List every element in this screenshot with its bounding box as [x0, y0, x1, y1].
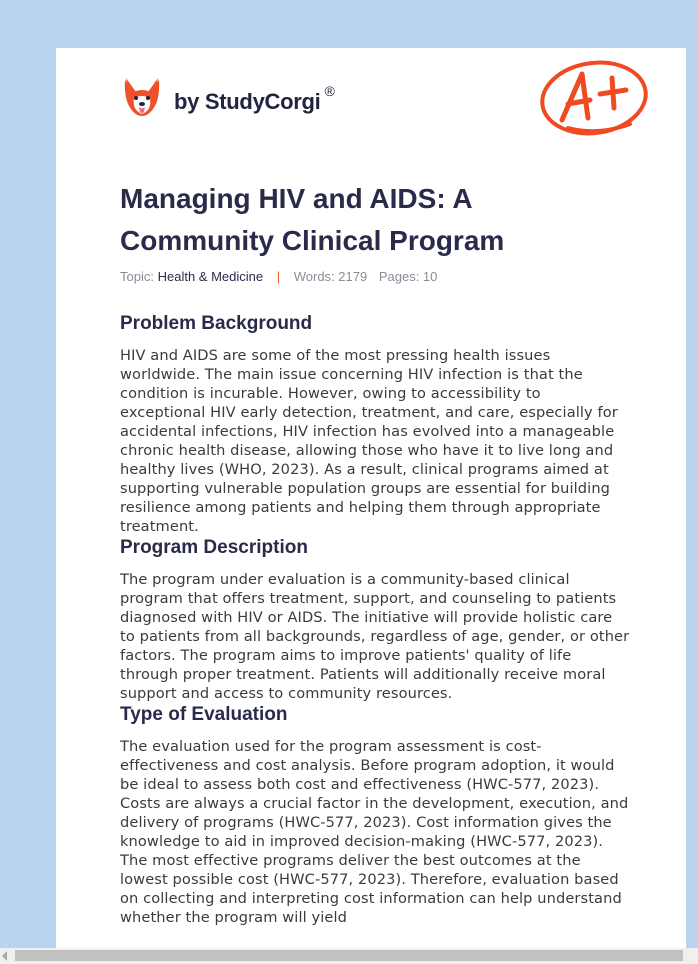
section-body-program-description: The program under evaluation is a community-based clinical program that offers treatment, support, and counseling to patients diagnosed with HIV or AIDS. The initiative will provide holistic care to patients from all backgrounds, regardless of age, gender, or other factors. The program aims to improve patients' quality of life through proper treatment. Patients will additionally receive moral support and access to community resources. [120, 571, 630, 702]
meta-separator: | [276, 269, 281, 284]
topic-label: Topic: [120, 269, 154, 284]
scroll-left-arrow-icon[interactable] [2, 951, 7, 961]
section-body-problem-background: HIV and AIDS are some of the most pressing health issues worldwide. The main issue concerning HIV infection is that the condition is incurable. However, owing to accessibility to exceptional HIV early detection, treatment, and care, especially for accidental infections, HIV infection has evolved into a manageable chronic health disease, allowing those who have it to live long and healthy lives (WHO, 2023). As a result, clinical programs aimed at supporting vulnerable population groups are essential for building resilience among patients and helping them through appropriate treatment. [120, 347, 618, 535]
document-title: Managing HIV and AIDS: A Community Clinical Program [120, 183, 505, 256]
word-count: Words: 2179 [293, 269, 368, 284]
corgi-logo-icon [122, 76, 162, 120]
document-meta [120, 269, 437, 284]
registered-mark: ® [324, 83, 335, 99]
page-count: Pages: 10 [378, 269, 438, 284]
brand-name: by StudyCorgi [174, 89, 321, 114]
section-heading-program-description: Program Description [120, 537, 308, 558]
section-heading-problem-background: Problem Background [120, 313, 313, 334]
scrollbar-thumb[interactable] [15, 950, 683, 961]
section-heading-type-of-evaluation: Type of Evaluation [120, 704, 288, 725]
topic-link[interactable]: Health & Medicine [157, 269, 264, 284]
document-body [120, 312, 630, 927]
brand-header[interactable] [122, 76, 335, 120]
a-plus-grade-icon [538, 58, 650, 140]
document-card [56, 48, 686, 956]
section-body-type-of-evaluation: The evaluation used for the program assessment is cost-effectiveness and cost analysis. Before program adoption, it would be ideal to assess both cost and effectiveness (HWC-577, 2023). Costs are always a crucial factor in the development, execution, and delivery of programs (HWC-577, 2023). Cost information gives the knowledge to aid in improved decision-making (HWC-577, 2023). The most effective programs deliver the best outcomes at the lowest possible cost (HWC-577, 2023). Therefore, evaluation based on collecting and interpreting cost information can help understand whether the program will yield [120, 738, 629, 926]
horizontal-scrollbar[interactable] [0, 948, 698, 964]
